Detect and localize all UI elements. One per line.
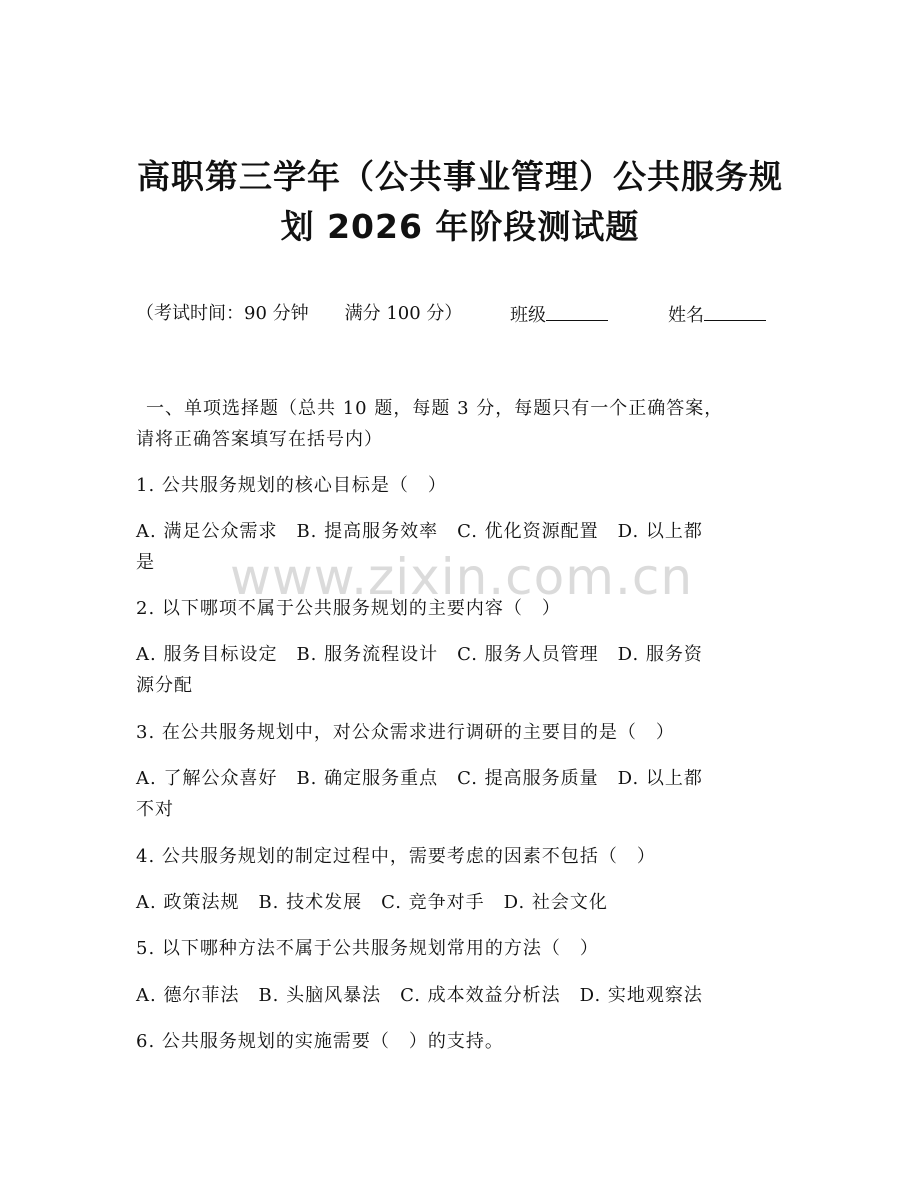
section-heading-line-1: 一、单项选择题（总共 10 题，每题 3 分，每题只有一个正确答案， — [146, 398, 724, 419]
question-2-stem: 2. 以下哪项不属于公共服务规划的主要内容（ ） — [136, 598, 561, 619]
exam-title-line-1: 高职第三学年（公共事业管理）公共服务规 — [137, 157, 783, 196]
name-label: 姓名 — [668, 305, 704, 326]
class-label: 班级 — [510, 305, 546, 326]
question-3-options: A. 了解公众喜好 B. 确定服务重点 C. 提高服务质量 D. 以上都 — [136, 768, 703, 789]
exam-title-line-2: 划 2026 年阶段测试题 — [280, 207, 640, 246]
question-4-options: A. 政策法规 B. 技术发展 C. 竞争对手 D. 社会文化 — [136, 892, 608, 913]
question-3-options-cont: 不对 — [136, 799, 174, 820]
question-1-stem: 1. 公共服务规划的核心目标是（ ） — [136, 475, 447, 496]
class-field — [510, 302, 608, 328]
question-5-stem: 5. 以下哪种方法不属于公共服务规划常用的方法（ ） — [136, 938, 599, 959]
name-blank — [704, 302, 766, 321]
exam-time-and-score: （考试时间：90 分钟 满分 100 分） — [136, 303, 463, 324]
class-blank — [546, 302, 608, 321]
question-2-options: A. 服务目标设定 B. 服务流程设计 C. 服务人员管理 D. 服务资 — [136, 644, 703, 665]
question-2-options-cont: 源分配 — [136, 675, 193, 696]
site-watermark: www.zixin.com.cn — [230, 548, 694, 606]
question-3-stem: 3. 在公共服务规划中，对公众需求进行调研的主要目的是（ ） — [136, 722, 675, 743]
question-6-stem: 6. 公共服务规划的实施需要（ ）的支持。 — [136, 1031, 504, 1052]
question-4-stem: 4. 公共服务规划的制定过程中，需要考虑的因素不包括（ ） — [136, 846, 656, 867]
question-1-options: A. 满足公众需求 B. 提高服务效率 C. 优化资源配置 D. 以上都 — [136, 521, 703, 542]
section-heading-line-2: 请将正确答案填写在括号内） — [136, 429, 383, 450]
question-5-options: A. 德尔菲法 B. 头脑风暴法 C. 成本效益分析法 D. 实地观察法 — [136, 985, 703, 1006]
question-1-options-cont: 是 — [136, 552, 155, 573]
name-field — [668, 302, 766, 328]
exam-info-row — [136, 302, 796, 328]
